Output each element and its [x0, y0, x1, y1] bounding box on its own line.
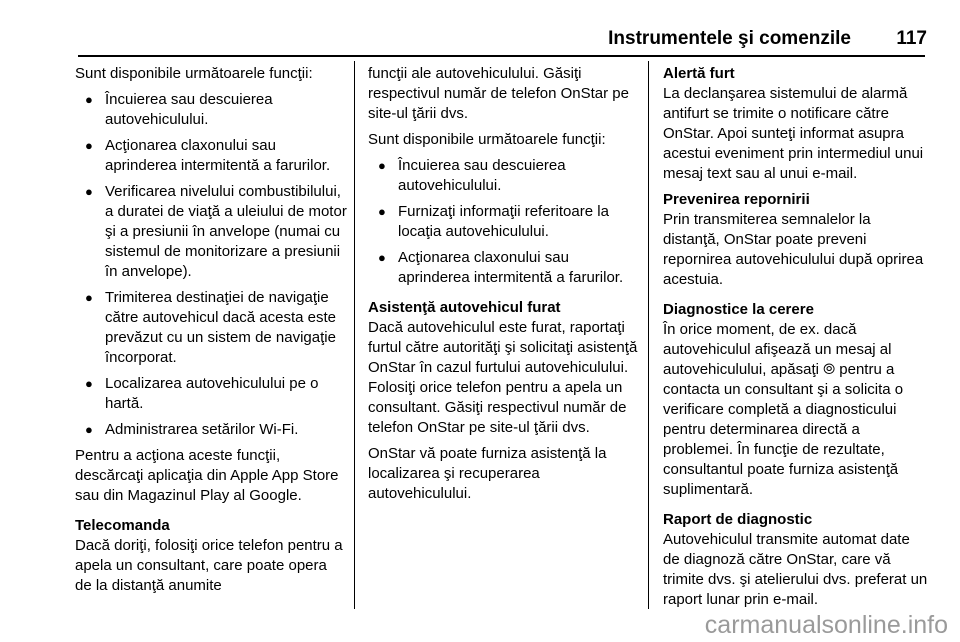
functions-intro: Sunt disponibile următoarele funcţii:: [75, 65, 313, 82]
remote-paragraph: Dacă doriţi, folosiţi orice telefon pentru a apela un consultant, care poate opera de la distanţă anumite: [75, 537, 343, 594]
stolen-heading: Asistenţă autovehicul furat: [368, 299, 561, 316]
column-divider-1: [354, 61, 355, 609]
list-item: ● Furnizaţi informaţii referitoare la locaţia autovehiculului.: [378, 203, 609, 240]
diagnostics-paragraph: În orice moment, de ex. dacă autovehiculul afişează un mesaj al autovehiculului, apăsaţi ⦾ pentru a contacta un consultant şi a solicita o verificare completă a diagnosticului pentru determinarea directă a problemei. În funcţie de rezultate, consultantul poate furniza asistenţă suplimentară.: [663, 321, 904, 498]
watermark: carmanualsonline.info: [704, 611, 948, 639]
functions-intro-2: Sunt disponibile următoarele funcţii:: [368, 131, 606, 148]
report-paragraph: Autovehiculul transmite automat date de diagnoză către OnStar, care vă trimite dvs. şi atelierului dvs. preferat un raport lunar prin e-mail.: [663, 531, 928, 608]
column-left: [75, 64, 347, 602]
stolen-paragraph: Dacă autovehiculul este furat, raportaţi furtul către autorităţi şi solicitaţi asistenţă OnStar în cazul furtului autovehiculului. Folosiţi orice telefon pentru a apela un consultant. Găsiţi respectivul număr de telefon OnStar pe site-ul ţării dvs.: [368, 319, 638, 436]
list-item: ● Acţionarea claxonului sau aprinderea intermitentă a farurilor.: [378, 249, 624, 286]
bullet-icon: ●: [85, 376, 93, 391]
stolen-paragraph-2: OnStar vă poate furniza asistenţă la localizarea şi recuperarea autovehiculului.: [368, 445, 607, 502]
bullet-icon: ●: [378, 204, 386, 219]
column-middle: [368, 64, 638, 510]
list-item: ● Verificarea nivelului combustibilului, a duratei de viaţă a uleiului de motor şi a presiunii în anvelope (numai cu sistemul de monitorizare a presiunii în anvelope).: [85, 183, 347, 280]
report-heading: Raport de diagnostic: [663, 511, 813, 528]
diagnostics-heading: Diagnostice la cerere: [663, 301, 814, 318]
page-header: [0, 0, 960, 50]
restart-heading: Prevenirea repornirii: [663, 191, 810, 208]
bullet-icon: ●: [85, 92, 93, 107]
bullet-icon: ●: [85, 138, 93, 153]
bullet-icon: ●: [85, 184, 93, 199]
column-divider-2: [648, 61, 649, 609]
list-item: ● Încuierea sau descuierea autovehiculului.: [85, 91, 273, 128]
bullet-icon: ●: [378, 158, 386, 173]
list-item: ● Trimiterea destinaţiei de navigaţie către autovehicul dacă acesta este prevăzut cu un sistem de navigaţie încorporat.: [85, 289, 336, 366]
list-item: ● Localizarea autovehiculului pe o hartă.: [85, 375, 319, 412]
page-number: 117: [896, 28, 927, 49]
continued-paragraph: funcţii ale autovehiculului. Găsiţi respectivul număr de telefon OnStar pe site-ul ţării dvs.: [368, 65, 629, 122]
section-title: Instrumentele şi comenzile: [608, 28, 851, 49]
list-item: ● Încuierea sau descuierea autovehiculului.: [378, 157, 566, 194]
apps-paragraph: Pentru a acţiona aceste funcţii, descărcaţi aplicaţia din Apple App Store sau din Magazinul Play al Google.: [75, 447, 339, 504]
list-item: ● Administrarea setărilor Wi-Fi.: [85, 421, 299, 438]
column-right: [663, 64, 929, 616]
remote-heading: Telecomanda: [75, 517, 170, 534]
list-item: ● Acţionarea claxonului sau aprinderea intermitentă a farurilor.: [85, 137, 331, 174]
header-divider: [78, 55, 925, 57]
bullet-icon: ●: [85, 290, 93, 305]
functions-list: [75, 90, 347, 440]
restart-paragraph: Prin transmiterea semnalelor la distanţă, OnStar poate preveni repornirea autovehiculului după oprirea acestuia.: [663, 211, 924, 288]
functions-list-2: [368, 156, 638, 288]
alarm-heading: Alertă furt: [663, 65, 735, 82]
bullet-icon: ●: [378, 250, 386, 265]
alarm-paragraph: La declanşarea sistemului de alarmă antifurt se trimite o notificare către OnStar. Apoi sunteţi informat asupra acestui eveniment prin intermediul unui mesaj text sau al unui e-mail.: [663, 85, 924, 182]
bullet-icon: ●: [85, 422, 93, 437]
